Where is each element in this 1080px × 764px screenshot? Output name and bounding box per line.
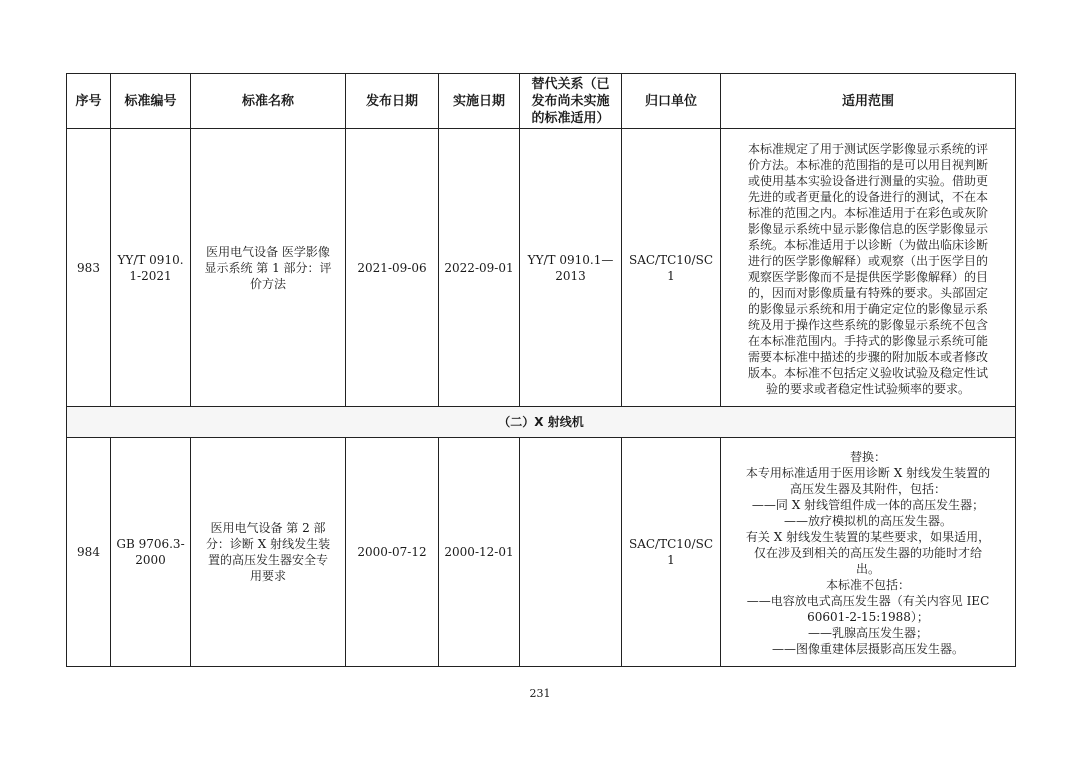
- scope-line: 60601-2-15:1988）；: [807, 609, 929, 624]
- row-replacement-line: YY/T 0910.1—: [527, 252, 614, 267]
- scope-line: 在本标准范围内。手持式的影像显示系统可能: [747, 333, 988, 348]
- scope-line: 替换：: [849, 449, 886, 464]
- row-name: [191, 129, 346, 407]
- scope-line: ——乳腺高压发生器；: [807, 625, 928, 640]
- header-code: 标准编号: [111, 74, 191, 129]
- scope-line: 或使用基本实验设备进行测量的实验。借助更: [747, 173, 988, 188]
- section-row: [67, 407, 1016, 438]
- scope-line: 需要本标准中描述的步骤的附加版本或者修改: [747, 349, 988, 364]
- row-name-line: 分：诊断 X 射线发生装: [205, 537, 331, 551]
- scope-line: 价方法。本标准的范围指的是可以用目视判断: [747, 157, 988, 172]
- row-code: [111, 129, 191, 407]
- row-unit: [622, 129, 721, 407]
- row-seq: 983: [67, 129, 111, 407]
- row-seq: 984: [67, 438, 111, 667]
- row-replacement: [520, 129, 622, 407]
- table-row: [67, 129, 1016, 407]
- row-publish-date: 2021-09-06: [346, 129, 439, 407]
- header-scope: 适用范围: [721, 74, 1016, 129]
- header-publish-date: 发布日期: [346, 74, 439, 129]
- scope-line: 先进的或者更量化的设备进行的测试，不在本: [747, 189, 988, 204]
- row-effective-date: 2022-09-01: [439, 129, 520, 407]
- row-effective-date: 2000-12-01: [439, 438, 520, 667]
- scope-line: 统及用于操作这些系统的影像显示系统不包含: [747, 317, 988, 332]
- scope-line: 本标准规定了用于测试医学影像显示系统的评: [747, 141, 988, 156]
- row-unit-line: SAC/TC10/SC: [628, 537, 713, 551]
- scope-line: 影像显示系统中显示影像信息的医学影像显示: [747, 221, 988, 236]
- header-seq: 序号: [67, 74, 111, 129]
- scope-line: 版本。本标准不包括定义验收试验及稳定性试: [747, 365, 988, 380]
- scope-line: 仅在涉及到相关的高压发生器的功能时才给: [753, 545, 982, 560]
- scope-line: 系统。本标准适用于以诊断（为做出临床诊断: [747, 237, 988, 252]
- header-replacement: [520, 74, 622, 129]
- table-header-row: [67, 74, 1016, 129]
- scope-line: 本专用标准适用于医用诊断 X 射线发生装置的: [745, 465, 991, 480]
- row-unit: [622, 438, 721, 667]
- scope-line: 标准的范围之内。本标准适用于在彩色或灰阶: [747, 205, 988, 220]
- row-code: [111, 438, 191, 667]
- scope-line: 本标准不包括：: [825, 577, 910, 592]
- row-name-line: 医用电气设备 第 2 部: [210, 521, 326, 535]
- row-name-line: 显示系统 第 1 部分：评: [204, 260, 332, 275]
- scope-line: 进行的医学影像解释）或观察（出于医学目的: [747, 253, 988, 268]
- scope-line: 的，因而对影像质量有特殊的要求。头部固定: [747, 285, 988, 300]
- row-code-line: 1-2021: [129, 268, 172, 283]
- row-scope: [721, 129, 1016, 407]
- table-row: [67, 438, 1016, 667]
- row-unit-line: 1: [667, 268, 675, 283]
- scope-line: 高压发生器及其附件，包括：: [789, 481, 946, 496]
- section-title: （二）X 射线机: [67, 407, 1016, 438]
- header-replacement-line: 发布尚未实施: [531, 93, 610, 109]
- row-name: [191, 438, 346, 667]
- scope-line: 观察医学影像而不是提供医学影像解释）的目: [747, 269, 988, 284]
- row-name-line: 医用电气设备 医学影像: [206, 244, 330, 259]
- scope-line: ——同 X 射线管组件成一体的高压发生器；: [751, 497, 985, 512]
- header-effective-date: 实施日期: [439, 74, 520, 129]
- scope-line: ——图像重建体层摄影高压发生器。: [771, 641, 964, 656]
- row-code-line: 2000: [135, 553, 166, 567]
- row-publish-date: 2000-07-12: [346, 438, 439, 667]
- row-name-line: 置的高压发生器安全专: [207, 553, 328, 567]
- header-name: 标准名称: [191, 74, 346, 129]
- row-code-line: GB 9706.3-: [116, 537, 185, 551]
- scope-line: 验的要求或者稳定性试验频率的要求。: [765, 381, 970, 396]
- header-replacement-line: 的标准适用）: [531, 110, 610, 126]
- scope-line: ——放疗模拟机的高压发生器。: [783, 513, 952, 528]
- row-scope: [721, 438, 1016, 667]
- standards-table: [66, 73, 1016, 667]
- scope-line: ——电容放电式高压发生器（有关内容见 IEC: [746, 593, 990, 608]
- row-name-line: 价方法: [249, 276, 286, 291]
- row-unit-line: SAC/TC10/SC: [628, 252, 713, 267]
- header-unit: 归口单位: [622, 74, 721, 129]
- row-replacement: [520, 438, 622, 667]
- scope-line: 的影像显示系统和用于确定定位的影像显示系: [747, 301, 988, 316]
- row-replacement-line: 2013: [555, 268, 586, 283]
- row-code-line: YY/T 0910.: [117, 252, 184, 267]
- row-name-line: 用要求: [249, 569, 286, 583]
- scope-line: 有关 X 射线发生装置的某些要求，如果适用，: [745, 529, 991, 544]
- scope-line: 出。: [855, 561, 880, 576]
- row-unit-line: 1: [667, 553, 675, 567]
- header-replacement-line: 替代关系（已: [531, 76, 610, 92]
- page-number: 231: [529, 687, 551, 700]
